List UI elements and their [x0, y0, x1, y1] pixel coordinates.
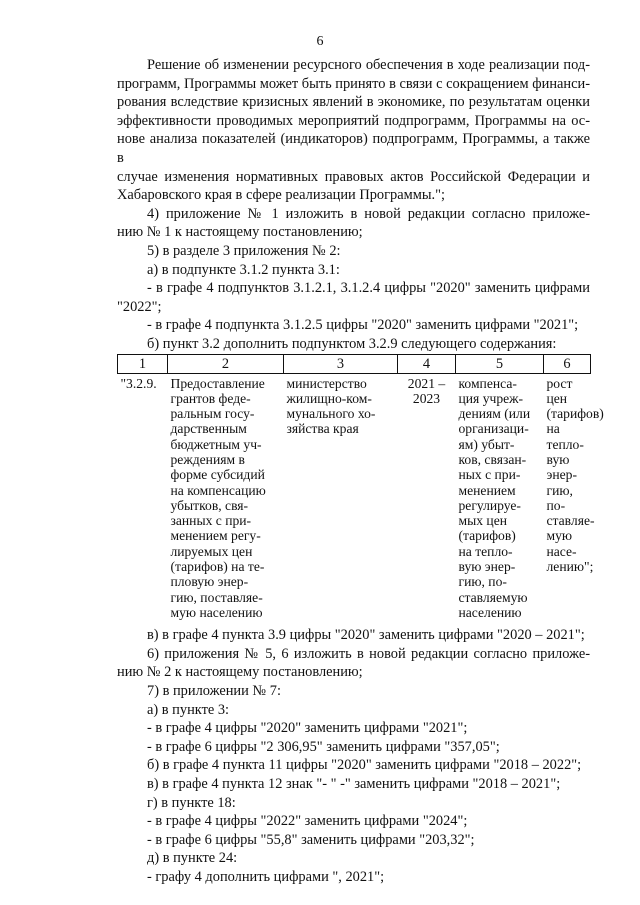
cell-line: министерство [286, 375, 367, 391]
cell-line: грантов феде- [170, 390, 251, 406]
item-5a-2: - в графе 4 подпункта 3.1.2.5 цифры "2020" заменить цифрами "2021"; [147, 317, 579, 334]
text-line: Решение об изменении ресурсного обеспечения в ходе реализации под- [147, 57, 590, 73]
cell-line: мых цен [458, 513, 508, 529]
table-header-cell: 4 [398, 354, 456, 373]
item-6: 6) приложения № 5, 6 изложить в новой редакции согласно приложе- [147, 645, 590, 662]
item-4-cont: нию № 1 к настоящему постановлению; [117, 224, 363, 241]
table-row [118, 373, 591, 620]
text-line: рования вследствие кризисных явлений в экономике, по результатам оценки [117, 94, 590, 111]
text-line: Хабаровского края в сфере реализации Программы."; [117, 187, 445, 204]
table-header-cell: 2 [168, 354, 284, 373]
paragraph-intro [117, 56, 590, 205]
cell-line: зяйства края [286, 421, 359, 437]
text-line: случае изменения нормативных правовых актов Российской Федерации и [117, 168, 590, 185]
cell-period [398, 373, 456, 620]
item-7g: г) в пункте 18: [147, 794, 236, 811]
cell-result [456, 373, 544, 620]
cell-executor [284, 373, 398, 620]
cell-description [168, 373, 284, 620]
cell-line: мую населению [170, 604, 263, 620]
cell-line: населению [458, 604, 522, 620]
item-5: 5) в разделе 3 приложения № 2: [147, 242, 341, 259]
amendment-table [117, 354, 604, 621]
text-line: эффективности проводимых мероприятий подпрограмм, Программы на ос- [117, 112, 590, 129]
item-7g-1: - в графе 4 цифры "2022" заменить цифрами "2024"; [147, 813, 468, 830]
cell-line: ков, связан- [458, 451, 527, 467]
page-number: 6 [316, 34, 324, 49]
cell-line: менением регу- [170, 528, 261, 544]
item-5a-1: - в графе 4 подпунктов 3.1.2.1, 3.1.2.4 цифры "2020" заменить цифрами [147, 280, 590, 297]
cell-line: менением [458, 482, 516, 498]
cell-line: ставляемую [458, 589, 528, 605]
cell-line: лению"; [546, 559, 594, 575]
cell-line: рост цен [546, 375, 573, 406]
cell-line: мунального хо- [286, 406, 376, 422]
item-4: 4) приложение № 1 изложить в новой редакции согласно приложе- [147, 205, 590, 222]
item-7d-1: - графу 4 дополнить цифрами ", 2021"; [147, 868, 385, 885]
cell-line: бюджетным уч- [170, 436, 262, 452]
cell-line: на компенсацию [170, 482, 266, 498]
cell-line: гию, по- [546, 482, 573, 513]
cell-line: лируемых цен [170, 543, 253, 559]
cell-line: ция учреж- [458, 390, 524, 406]
cell-line: Предоставление [170, 375, 265, 391]
table-header-cell: 5 [456, 354, 544, 373]
cell-line: ральным госу- [170, 406, 255, 422]
cell-line: организаци- [458, 421, 529, 437]
cell-line: на тепло- [458, 543, 513, 559]
item-7d: д) в пункте 24: [147, 850, 238, 867]
cell-line: ям) убыт- [458, 436, 515, 452]
cell-line: дениям (или [458, 406, 531, 422]
cell-line: пловую энер- [170, 574, 249, 590]
item-7a: а) в пункте 3: [147, 701, 230, 718]
table-header-cell: 6 [544, 354, 591, 373]
cell-line: ставляе- [546, 513, 595, 529]
cell-line: гию, по- [458, 574, 507, 590]
cell-line: вую энер- [546, 451, 577, 483]
cell-line: жилищно-ком- [286, 390, 372, 406]
cell-line: вую энер- [458, 559, 516, 575]
item-6-cont: нию № 2 к настоящему постановлению; [117, 664, 363, 681]
text-line: программ, Программы может быть принято в связи с сокращением финанси- [117, 75, 590, 92]
item-7: 7) в приложении № 7: [147, 683, 281, 700]
item-7v: в) в графе 4 пункта 12 знак "- " -" заменить цифрами "2018 – 2021"; [147, 776, 561, 792]
item-7g-2: - в графе 6 цифры "55,8" заменить цифрами "203,32"; [147, 831, 475, 848]
cell-line: дарственным [170, 421, 247, 437]
cell-line: гию, поставляе- [170, 589, 263, 605]
cell-line: занных с при- [170, 513, 252, 529]
cell-line: форме субсидий [170, 467, 265, 483]
cell-line: регулируе- [458, 497, 521, 513]
cell-line: убытков, свя- [170, 497, 249, 513]
cell-effect [544, 373, 604, 620]
document-body [117, 56, 604, 887]
item-5v: в) в графе 4 пункта 3.9 цифры "2020" заменить цифрами "2020 – 2021"; [147, 627, 585, 644]
cell-line: ных с при- [458, 467, 521, 483]
table-header-row [118, 354, 591, 373]
text-line: нове анализа показателей (индикаторов) подпрограмм, Программы, а также в [117, 131, 590, 166]
cell-number: "3.2.9. [120, 375, 157, 391]
item-5b: б) пункт 3.2 дополнить подпунктом 3.2.9 следующего содержания: [147, 335, 557, 352]
cell-line: на тепло- [546, 421, 584, 452]
item-7a-1: - в графе 4 цифры "2020" заменить цифрами "2021"; [147, 720, 468, 737]
cell-line: (тарифов) [458, 528, 516, 544]
table-header-cell: 3 [284, 354, 398, 373]
table-header-cell: 1 [118, 354, 168, 373]
cell-line: 2021 – [407, 375, 446, 391]
cell-line: реждениям в [170, 451, 245, 467]
cell-line: 2023 [412, 390, 441, 406]
cell-line: мую насе- [546, 528, 577, 559]
cell-line: компенса- [458, 375, 517, 391]
cell-line: (тарифов) [546, 406, 604, 422]
item-7a-2: - в графе 6 цифры "2 306,95" заменить цифрами "357,05"; [147, 738, 500, 755]
cell-line: (тарифов) на те- [170, 559, 265, 575]
item-5a-1-cont: "2022"; [117, 298, 162, 315]
item-7b: б) в графе 4 пункта 11 цифры "2020" заменить цифрами "2018 – 2022"; [147, 757, 582, 774]
item-5a: а) в подпункте 3.1.2 пункта 3.1: [147, 261, 340, 278]
